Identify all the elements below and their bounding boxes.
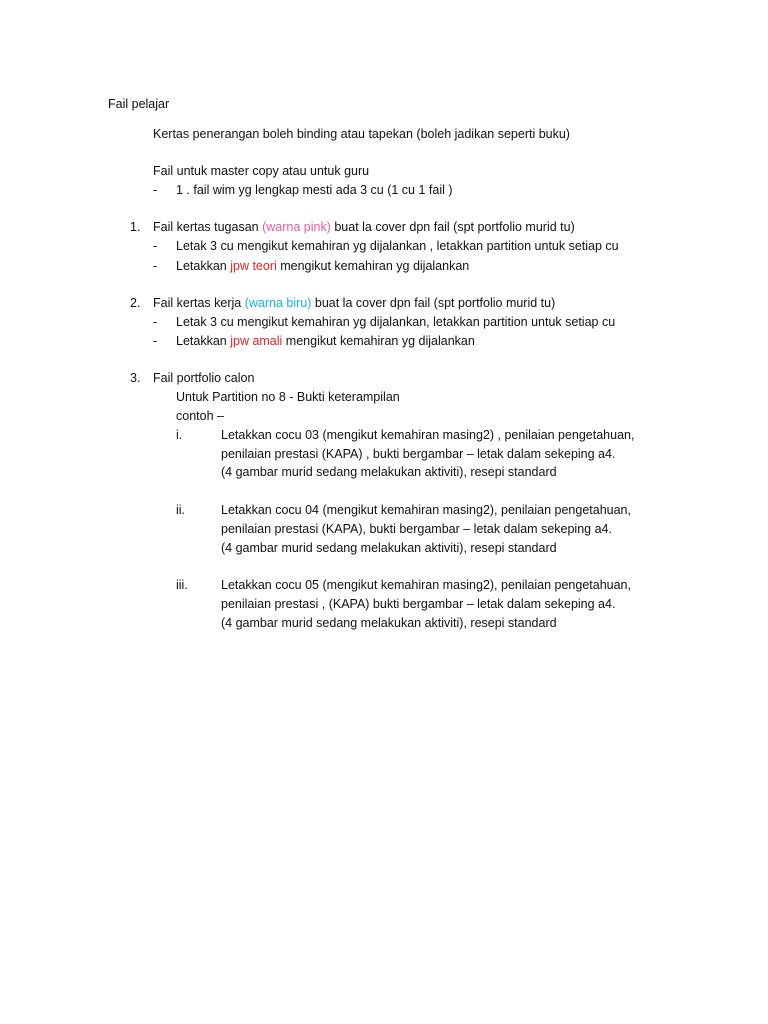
item-ii-line-2: penilaian prestasi (KAPA), bukti bergambar – letak dalam sekeping a4.: [221, 522, 612, 536]
section-1-number: 1.: [130, 220, 141, 234]
section-1-bullet-2-post: mengikut kemahiran yg dijalankan: [276, 259, 470, 273]
section-2-bullet-2-post: mengikut kemahiran yg dijalankan: [282, 334, 475, 348]
section-1-bullet-1-marker: -: [153, 239, 158, 253]
section-1-heading: [153, 219, 575, 235]
section-2-bullet-2-marker: -: [153, 334, 158, 348]
item-iii-line-2: penilaian prestasi , (KAPA) bukti bergambar – letak dalam sekeping a4.: [221, 597, 616, 611]
section-1-bullet-1-text: Letak 3 cu mengikut kemahiran yg dijalankan , letakkan partition untuk setiap cu: [176, 239, 619, 253]
section-1-bullet-2-text: [176, 258, 469, 274]
master-bullet-text: 1 . fail wim yg lengkap mesti ada 3 cu (1 cu 1 fail ): [176, 183, 453, 197]
section-2-bullet-2-text: [176, 333, 475, 349]
section-3-partition-line: Untuk Partition no 8 - Bukti keterampilan: [176, 390, 400, 404]
section-2-heading-blue: (warna biru): [244, 296, 312, 310]
section-2-bullet-1-marker: -: [153, 315, 158, 329]
item-i-line-1: Letakkan cocu 03 (mengikut kemahiran masing2) , penilaian pengetahuan,: [221, 428, 635, 442]
section-2-heading-post: buat la cover dpn fail (spt portfolio murid tu): [311, 296, 556, 310]
section-3-number: 3.: [130, 371, 141, 385]
item-i-numeral: i.: [176, 428, 183, 442]
item-iii-line-3: (4 gambar murid sedang melakukan aktiviti), resepi standard: [221, 616, 557, 630]
section-2-heading-pre: Fail kertas kerja: [153, 296, 245, 310]
section-3-example-label: contoh –: [176, 409, 224, 423]
item-i-line-2: penilaian prestasi (KAPA) , bukti bergambar – letak dalam sekeping a4.: [221, 447, 616, 461]
section-1-bullet-2-pre: Letakkan: [176, 259, 231, 273]
section-2-bullet-1-text: Letak 3 cu mengikut kemahiran yg dijalankan, letakkan partition untuk setiap cu: [176, 315, 616, 329]
master-heading: Fail untuk master copy atau untuk guru: [153, 164, 370, 178]
item-ii-numeral: ii.: [176, 503, 186, 517]
intro-text: Kertas penerangan boleh binding atau tapekan (boleh jadikan seperti buku): [153, 127, 570, 141]
section-1-bullet-2-red: jpw teori: [230, 259, 277, 273]
document-title: Fail pelajar: [108, 97, 170, 111]
section-1-heading-post: buat la cover dpn fail (spt portfolio murid tu): [330, 220, 575, 234]
section-1-heading-pre: Fail kertas tugasan: [153, 220, 263, 234]
item-i-line-3: (4 gambar murid sedang melakukan aktiviti), resepi standard: [221, 465, 557, 479]
section-3-heading: Fail portfolio calon: [153, 371, 255, 385]
item-iii-line-1: Letakkan cocu 05 (mengikut kemahiran masing2), penilaian pengetahuan,: [221, 578, 631, 592]
section-1-heading-pink: (warna pink): [262, 220, 331, 234]
section-2-number: 2.: [130, 296, 141, 310]
section-1-bullet-2-marker: -: [153, 259, 158, 273]
item-iii-numeral: iii.: [176, 578, 188, 592]
section-2-bullet-2-pre: Letakkan: [176, 334, 231, 348]
item-ii-line-3: (4 gambar murid sedang melakukan aktiviti), resepi standard: [221, 541, 557, 555]
section-2-heading: [153, 295, 555, 311]
master-bullet-marker: -: [153, 183, 158, 197]
item-ii-line-1: Letakkan cocu 04 (mengikut kemahiran masing2), penilaian pengetahuan,: [221, 503, 631, 517]
section-2-bullet-2-red: jpw amali: [230, 334, 283, 348]
